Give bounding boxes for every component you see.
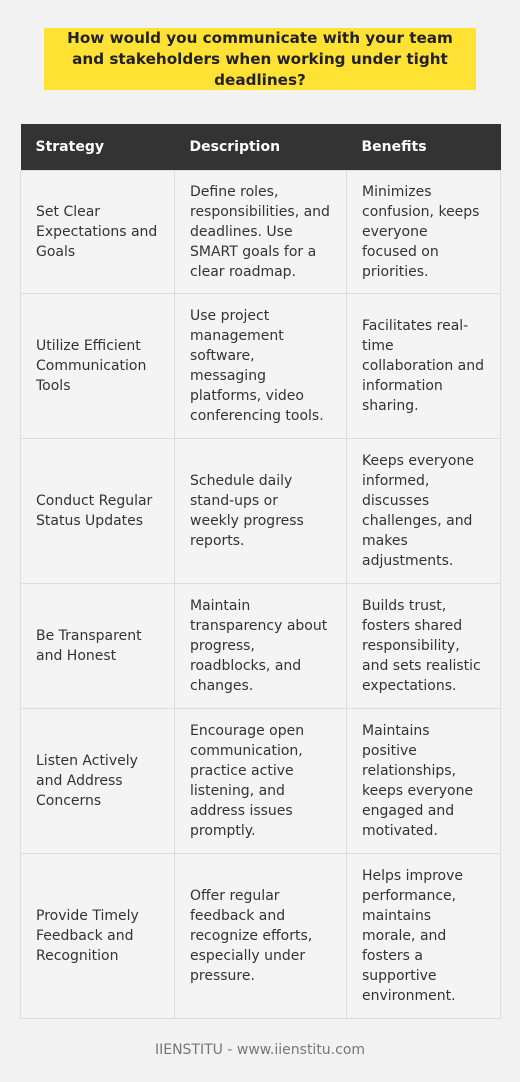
column-header-strategy: Strategy [21, 124, 175, 170]
benefits-cell: Minimizes confusion, keeps everyone focused on priorities. [347, 170, 501, 293]
column-header-benefits: Benefits [347, 124, 501, 170]
description-cell: Offer regular feedback and recognize efforts, especially under pressure. [175, 853, 347, 1018]
table-header-row [21, 124, 501, 170]
benefits-cell: Keeps everyone informed, discusses challenges, and makes adjustments. [347, 438, 501, 583]
footer-credit: IIENSTITU - www.iienstitu.com [154, 1042, 366, 1058]
title-banner [44, 28, 476, 90]
strategy-table [20, 124, 501, 1019]
table-row [21, 293, 501, 438]
benefits-cell: Facilitates real-time collaboration and information sharing. [347, 293, 501, 438]
table-row [21, 438, 501, 583]
table-row [21, 170, 501, 293]
strategy-cell: Conduct Regular Status Updates [21, 438, 175, 583]
description-cell: Define roles, responsibilities, and deadlines. Use SMART goals for a clear roadmap. [175, 170, 347, 293]
benefits-cell: Maintains positive relationships, keeps everyone engaged and motivated. [347, 708, 501, 853]
benefits-cell: Builds trust, fosters shared responsibility, and sets realistic expectations. [347, 583, 501, 708]
strategy-cell: Set Clear Expectations and Goals [21, 170, 175, 293]
table-row [21, 708, 501, 853]
table-row [21, 853, 501, 1018]
benefits-cell: Helps improve performance, maintains morale, and fosters a supportive environment. [347, 853, 501, 1018]
page-title: How would you communicate with your team and stakeholders when working under tight deadlines? [67, 28, 453, 89]
description-cell: Maintain transparency about progress, roadblocks, and changes. [175, 583, 347, 708]
strategy-cell: Be Transparent and Honest [21, 583, 175, 708]
strategy-cell: Listen Actively and Address Concerns [21, 708, 175, 853]
column-header-description: Description [175, 124, 347, 170]
description-cell: Schedule daily stand-ups or weekly progress reports. [175, 438, 347, 583]
description-cell: Use project management software, messaging platforms, video conferencing tools. [175, 293, 347, 438]
strategy-cell: Utilize Efficient Communication Tools [21, 293, 175, 438]
description-cell: Encourage open communication, practice active listening, and address issues promptly. [175, 708, 347, 853]
table-row [21, 583, 501, 708]
strategy-cell: Provide Timely Feedback and Recognition [21, 853, 175, 1018]
